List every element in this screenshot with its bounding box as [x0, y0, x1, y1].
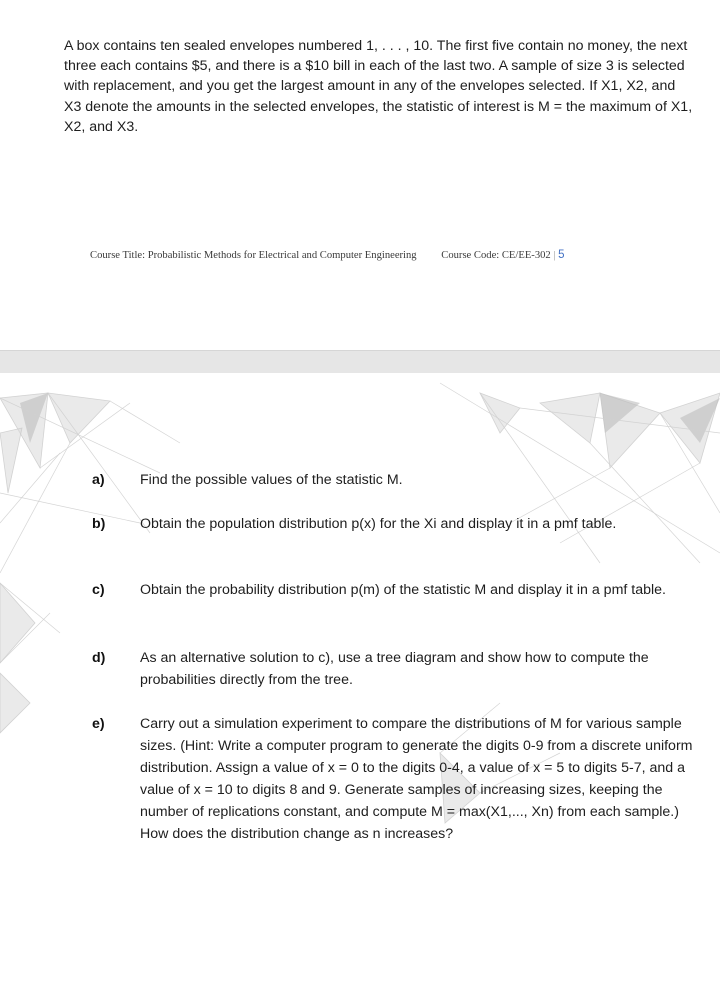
question-label: c): [92, 582, 105, 598]
question-label: d): [92, 650, 106, 666]
page-bottom: [0, 373, 720, 994]
question-text: Carry out a simulation experiment to compare the distributions of M for various sample sizes. (Hint: Write a computer program to generate the digits 0-9 from a discrete uniform distribution. Assign a value of x = 0 to the digits 0-4, a value of x = 5 to digits 5-7, and a value of x = 10 to digits 8 and 9. Generate samples of increasing sizes, keeping the number of replications constant, and compute M = max(X1,..., Xn) from each sample.) How does the distribution change as n increases?: [140, 716, 693, 842]
question-text: Find the possible values of the statistic M.: [140, 472, 403, 488]
page-break: [0, 350, 720, 374]
footer-separator: |: [553, 250, 556, 261]
question-text: Obtain the population distribution p(x) for the Xi and display it in a pmf table.: [140, 516, 617, 532]
page-top: [0, 0, 720, 350]
page-footer: [90, 249, 690, 261]
course-title: Course Title: Probabilistic Methods for Electrical and Computer Engineering: [90, 250, 417, 261]
problem-statement: A box contains ten sealed envelopes numbered 1, . . . , 10. The first five contain no money, the next three each contains $5, and there is a $10 bill in each of the last two. A sample of size 3 is selected with replacement, and you get the largest amount in any of the envelopes selected. If X1, X2, and X3 denote the amounts in the selected envelopes, the statistic of interest is M = the maximum of X1, X2, and X3.: [64, 38, 693, 135]
question-label: e): [92, 716, 105, 732]
page-number: 5: [558, 249, 565, 261]
question-label: b): [92, 516, 106, 532]
course-code: Course Code: CE/EE-302: [441, 250, 551, 261]
question-text: Obtain the probability distribution p(m) of the statistic M and display it in a pmf table.: [140, 582, 666, 598]
question-label: a): [92, 472, 105, 488]
question-text: As an alternative solution to c), use a tree diagram and show how to compute the probabilities directly from the tree.: [140, 650, 649, 688]
